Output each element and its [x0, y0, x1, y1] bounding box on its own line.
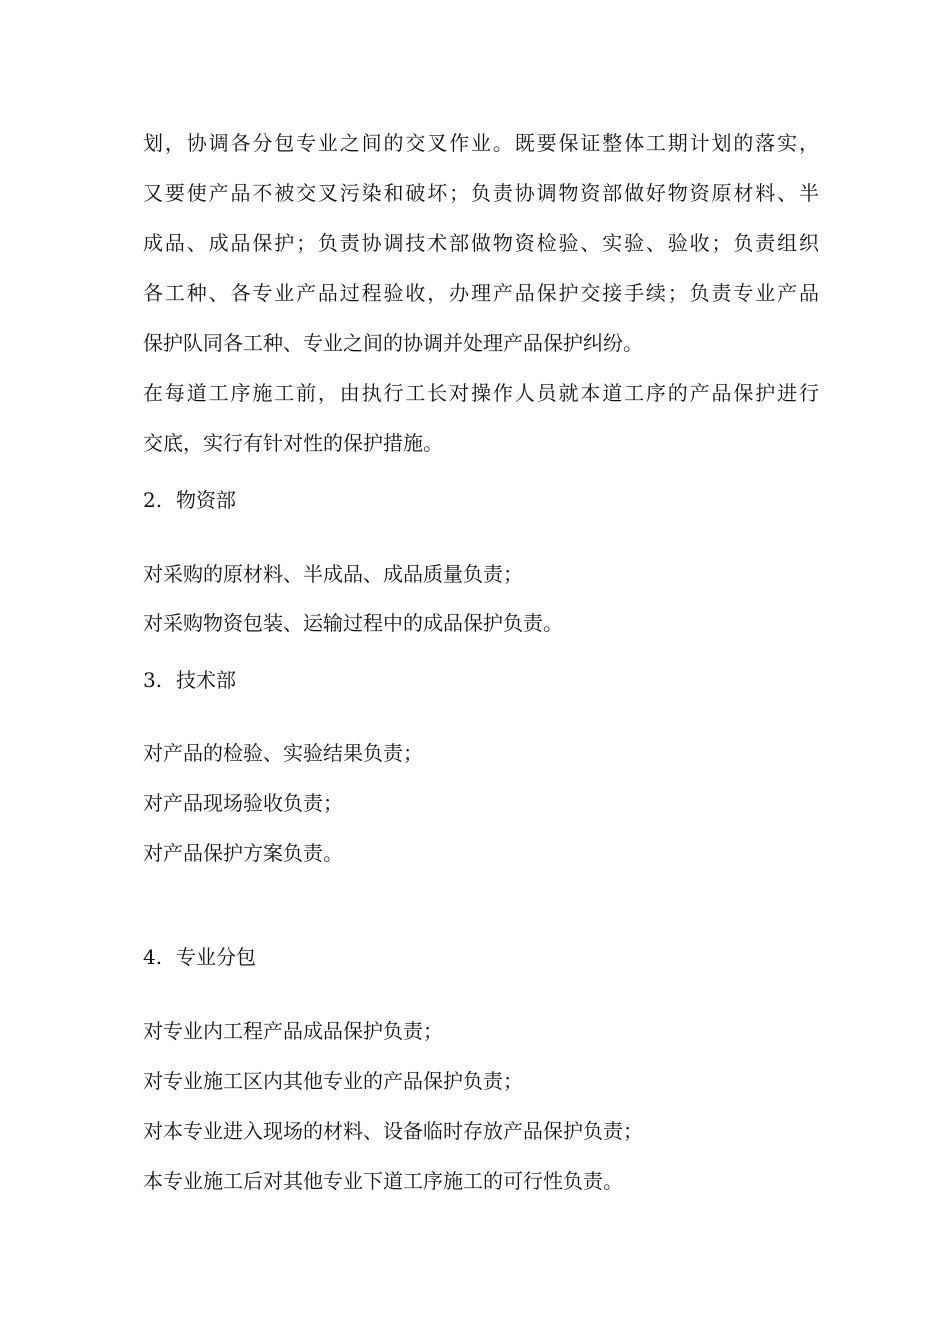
paragraph-line: 成品、成品保护；负责协调技术部做物资检验、实验、验收；负责组织: [143, 231, 819, 255]
list-item: 对本专业进入现场的材料、设备临时存放产品保护负责；: [143, 1119, 643, 1143]
section-number: 2.: [143, 488, 163, 512]
paragraph-line: 交底，实行有针对性的保护措施。: [143, 431, 443, 455]
section-title: 专业分包: [176, 945, 256, 969]
list-item: 对专业施工区内其他专业的产品保护负责；: [143, 1069, 523, 1093]
section-number: 4.: [143, 945, 163, 969]
list-item: 对采购物资包装、运输过程中的成品保护负责。: [143, 611, 563, 635]
list-item: 本专业施工后对其他专业下道工序施工的可行性负责。: [143, 1169, 623, 1193]
section-number: 3.: [143, 668, 163, 692]
list-item: 对产品的检验、实验结果负责；: [143, 741, 423, 765]
list-item: 对采购的原材料、半成品、成品质量负责；: [143, 562, 523, 586]
paragraph-line: 各工种、各专业产品过程验收，办理产品保护交接手续；负责专业产品: [143, 281, 819, 305]
list-item: 对产品现场验收负责；: [143, 791, 343, 815]
paragraph-line: 划，协调各分包专业之间的交叉作业。既要保证整体工期计划的落实，: [143, 131, 819, 155]
paragraph-line: 又要使产品不被交叉污染和破坏；负责协调物资部做好物资原材料、半: [143, 181, 819, 205]
section-heading-technical: [143, 668, 236, 692]
section-title: 物资部: [176, 488, 236, 512]
paragraph-line: 保护队同各工种、专业之间的协调并处理产品保护纠纷。: [143, 331, 643, 355]
section-heading-materials: [143, 488, 236, 512]
section-heading-subcontract: [143, 945, 256, 969]
list-item: 对专业内工程产品成品保护负责；: [143, 1019, 443, 1043]
section-title: 技术部: [176, 668, 236, 692]
paragraph-line: 在每道工序施工前，由执行工长对操作人员就本道工序的产品保护进行: [143, 381, 819, 405]
list-item: 对产品保护方案负责。: [143, 841, 343, 865]
